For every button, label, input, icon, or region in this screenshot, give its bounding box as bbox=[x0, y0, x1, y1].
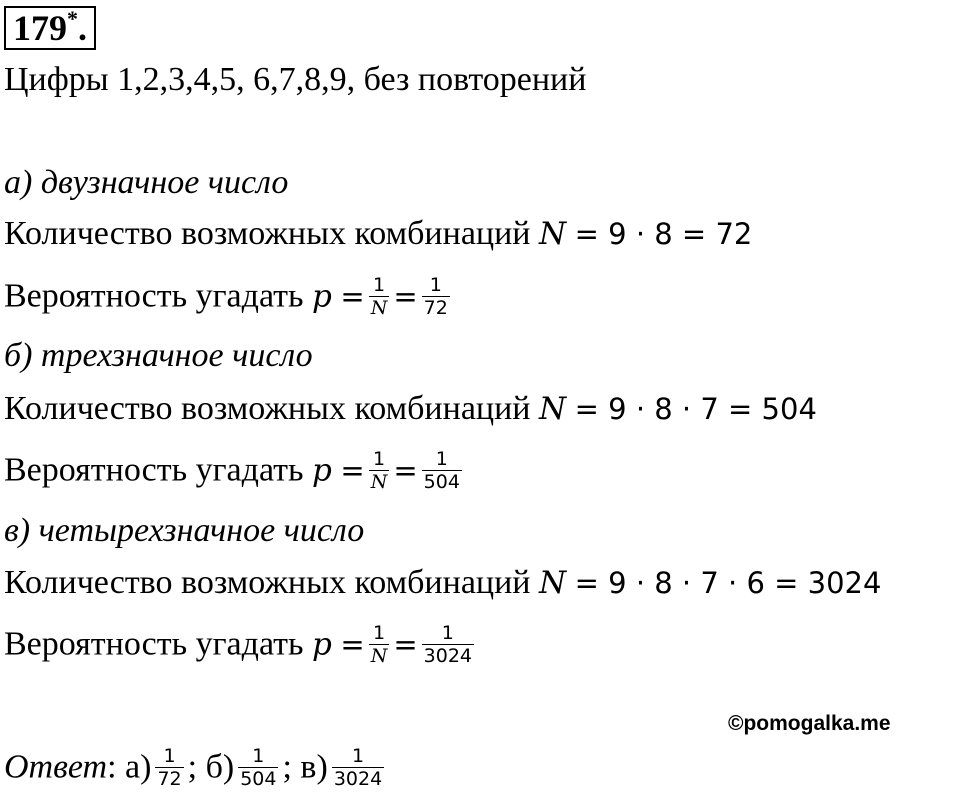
section-b-count: Количество возможных комбинаций N = 9 · 8 · 7 = 504 bbox=[4, 390, 817, 427]
condition-text: Цифры 1,2,3,4,5, 6,7,8,9, без повторений bbox=[4, 61, 587, 98]
fraction: $\frac{1}{3024}$ bbox=[423, 622, 472, 667]
section-c-probability: Вероятность угадать p = $\frac{1}{N}$ = $\frac{1}{3024}$ bbox=[4, 622, 472, 667]
watermark: ©pomogalka.me bbox=[728, 712, 891, 735]
answer-label: Ответ bbox=[4, 748, 108, 786]
section-a-heading: а) двузначное число bbox=[4, 164, 289, 201]
section-a-probability: Вероятность угадать p = $\frac{1}{N}$ = $\frac{1}{72}$ bbox=[4, 274, 448, 319]
answer-c-fraction: $\frac{1}{3024}$ bbox=[333, 745, 383, 790]
fraction: $\frac{1}{504}$ bbox=[423, 448, 460, 493]
section-c-heading: в) четырехзначное число bbox=[4, 512, 365, 549]
section-a-count: Количество возможных комбинаций N = 9 · 8 = 72 bbox=[4, 215, 753, 252]
fraction: $\frac{1}{72}$ bbox=[423, 274, 448, 319]
asterisk-mark: * bbox=[67, 6, 78, 31]
section-c-count: Количество возможных комбинаций N = 9 · 8 · 7 · 6 = 3024 bbox=[4, 564, 882, 601]
section-b-heading: б) трехзначное число bbox=[4, 337, 313, 374]
problem-number: 179*. bbox=[4, 6, 96, 50]
answer-a-fraction: $\frac{1}{72}$ bbox=[157, 745, 182, 790]
section-b-probability: Вероятность угадать p = $\frac{1}{N}$ = $\frac{1}{504}$ bbox=[4, 448, 460, 493]
fraction: $\frac{1}{N}$ bbox=[370, 448, 388, 493]
fraction: $\frac{1}{N}$ bbox=[370, 622, 388, 667]
fraction: $\frac{1}{N}$ bbox=[370, 274, 388, 319]
answer-line: Ответ: а) $\frac{1}{72}$ ; б) $\frac{1}{504}$ ; в) $\frac{1}{3024}$ bbox=[4, 745, 383, 790]
answer-b-fraction: $\frac{1}{504}$ bbox=[240, 745, 277, 790]
